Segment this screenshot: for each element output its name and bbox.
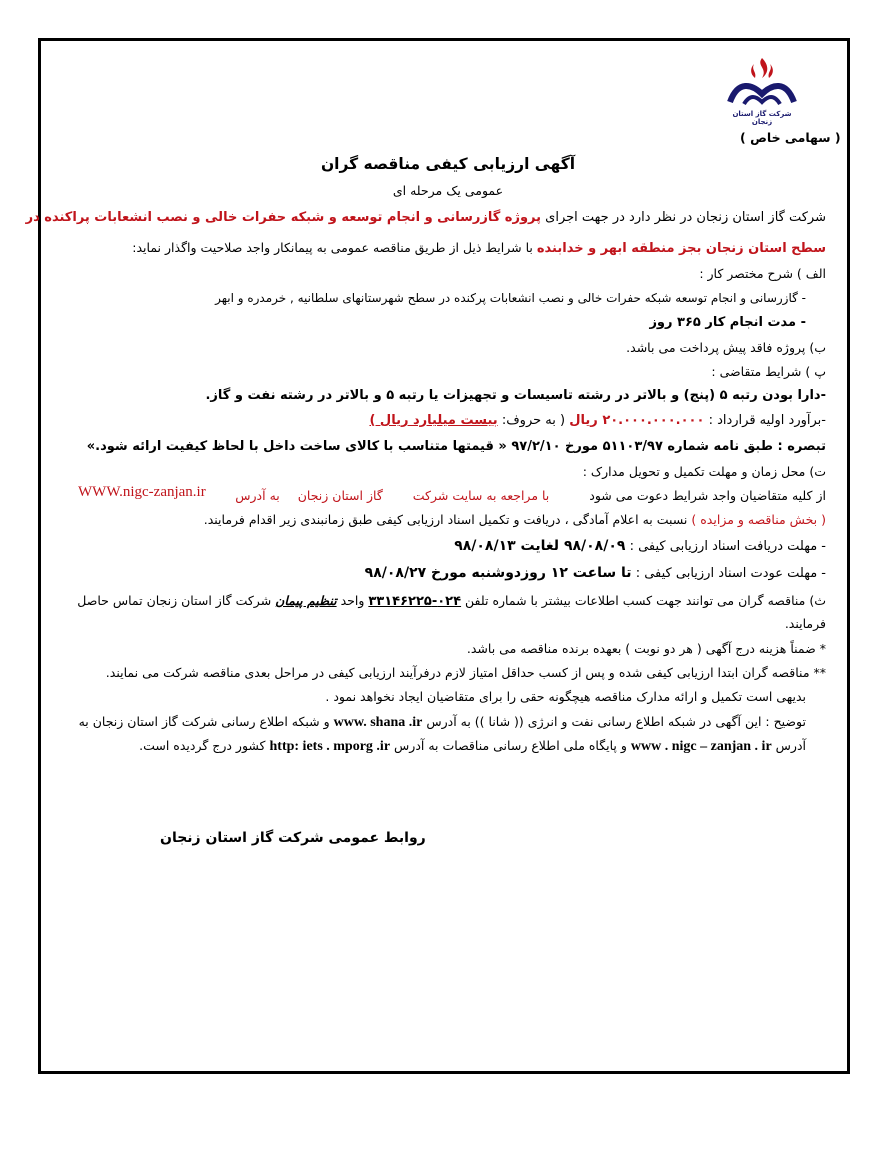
tender-section-label: ( بخش مناقصه و مزایده ) — [691, 512, 826, 527]
section-a-item-2: - مدت انجام کار ۳۶۵ روز — [649, 315, 806, 330]
deadline-return — [365, 565, 826, 581]
logo-caption: شرکت گاز استان زنجان — [732, 110, 792, 126]
deadline-receive-value: ۹۸/۰۸/۰۹ لغایت ۹۸/۰۸/۱۳ — [454, 538, 626, 554]
nigc-link[interactable]: www . nigc – zanjan . ir — [630, 739, 772, 754]
intro-line-2-plain: با شرایط ذیل از طریق مناقصه عمومی به پیمانکار واجد صلاحیت واگذار نماید: — [132, 240, 533, 255]
site-text-a: با مراجعه به سایت شرکت — [412, 488, 550, 503]
section-t-line-2 — [204, 512, 826, 527]
page-subtitle: عمومی یک مرحله ای — [392, 183, 504, 198]
note-4-text-b: و شبکه اطلاع رسانی شرکت گاز استان زنجان به — [78, 714, 330, 729]
section-t-heading: ت) محل زمان و مهلت تکمیل و تحویل مدارک : — [582, 464, 826, 479]
section-p-note: تبصره : طبق نامه شماره ۵۱۱۰۳/۹۷ مورخ ۹۷/۲/۱۰ « قیمتها متناسب با کالای ساخت داخل با لحاظ کیفیت ارائه شود.» — [86, 439, 826, 454]
section-s-line-2: فرمایند. — [784, 616, 826, 631]
note-4-text-a: توضیح : این آگهی در شبکه اطلاع رسانی نفت و انرژی (( شانا )) به آدرس — [426, 714, 806, 729]
estimate-words-label: ( به حروف: — [501, 413, 566, 428]
deadline-receive — [454, 538, 826, 554]
section-b-text: ب) پروژه فاقد پیش پرداخت می باشد. — [626, 340, 826, 355]
site-text-b: گاز استان زنجان — [297, 488, 383, 503]
note-5-text-a: آدرس — [775, 738, 806, 753]
section-t-line-2-plain: نسبت به اعلام آمادگی ، دریافت و تکمیل اسناد ارزیابی کیفی طبق زمانبندی زیر اقدام فرمایند. — [203, 512, 688, 527]
company-logo-icon — [724, 54, 800, 118]
shana-link[interactable]: www. shana .ir — [333, 715, 423, 730]
website-link[interactable]: WWW.nigc-zanjan.ir — [78, 484, 206, 500]
note-5-text-b: و پایگاه ملی اطلاع رسانی مناقصات به آدرس — [394, 738, 627, 753]
note-3: بدیهی است تکمیل و ارائه مدارک مناقصه هیچگونه حقی را برای متقاضیان ایجاد نخواهد نمود . — [325, 689, 806, 704]
section-a-heading: الف ) شرح مختصر کار : — [699, 266, 826, 281]
invite-text: از کلیه متقاضیان واجد شرایط دعوت می شود — [589, 488, 826, 503]
section-p-item-1: -دارا بودن رتبه ۵ (پنج) و بالاتر در رشته تاسیسات و تجهیزات یا رتبه ۵ و بالاتر در رشته نفت و گاز. — [205, 388, 826, 403]
intro-line-2 — [132, 240, 826, 256]
deadline-return-value: تا ساعت ۱۲ روزدوشنبه مورخ ۹۸/۰۸/۲۷ — [364, 565, 632, 581]
deadline-return-label: - مهلت عودت اسناد ارزیابی کیفی : — [635, 566, 826, 581]
intro-line-1-red: پروژه گازرسانی و انجام توسعه و شبکه حفرات خالی و نصب انشعابات پراکنده در — [25, 210, 542, 225]
estimate-label: -برآورد اولیه قرارداد : — [708, 413, 826, 428]
contact-text: ث) مناقصه گران می توانند جهت کسب اطلاعات بیشتر با شماره تلفن — [465, 593, 826, 608]
estimate-amount: ۲۰.۰۰۰.۰۰۰.۰۰۰ ریال — [569, 413, 705, 428]
note-1: * ضمناً هزینه درج آگهی ( هر دو نوبت ) بعهده برنده مناقصه می باشد. — [466, 641, 826, 656]
note-2: ** مناقصه گران ابتدا ارزیابی کیفی شده و پس از کسب حداقل امتیاز لازم درفرآیند ارزیابی کیفی در مراحل بعدی مناقصه شرکت می نمایند. — [105, 665, 826, 680]
company-type: ( سهامی خاص ) — [740, 130, 841, 145]
section-s-line-1 — [77, 593, 826, 609]
section-p-item-2 — [369, 413, 826, 428]
iets-link[interactable]: http: iets . mporg .ir — [269, 739, 391, 754]
note-5 — [139, 738, 806, 755]
unit-name: تنظیم پیمان — [275, 593, 337, 608]
page-title: آگهی ارزیابی کیفی مناقصه گران — [320, 155, 576, 173]
estimate-words: بیست میلیارد ریال ) — [369, 413, 498, 428]
contact-end: شرکت گاز استان زنجان تماس حاصل — [77, 593, 272, 608]
note-5-text-c: کشور درج گردیده است. — [139, 738, 266, 753]
deadline-receive-label: - مهلت دریافت اسناد ارزیابی کیفی : — [629, 539, 826, 554]
site-text-c: به آدرس — [235, 488, 280, 503]
intro-line-2-red: سطح استان زنجان بجز منطقه ابهر و خدابنده — [536, 241, 826, 256]
note-4 — [79, 714, 806, 731]
signature: روابط عمومی شرکت گاز استان زنجان — [160, 830, 426, 846]
section-p-heading: پ ) شرایط متقاضی : — [711, 364, 826, 379]
section-t-line-1 — [235, 488, 826, 503]
intro-line-1 — [26, 210, 826, 225]
unit-label: واحد — [340, 593, 365, 608]
contact-phone: ۰۲۴-۳۳۱۴۶۲۲۵ — [368, 594, 462, 609]
intro-line-1-plain: شرکت گاز استان زنجان در نظر دارد در جهت اجرای — [545, 210, 826, 225]
section-a-item-1: - گازرسانی و انجام توسعه شبکه حفرات خالی و نصب انشعابات پرکنده در سطح شهرستانهای سلطانیه , خرمدره و ابهر — [215, 291, 806, 305]
